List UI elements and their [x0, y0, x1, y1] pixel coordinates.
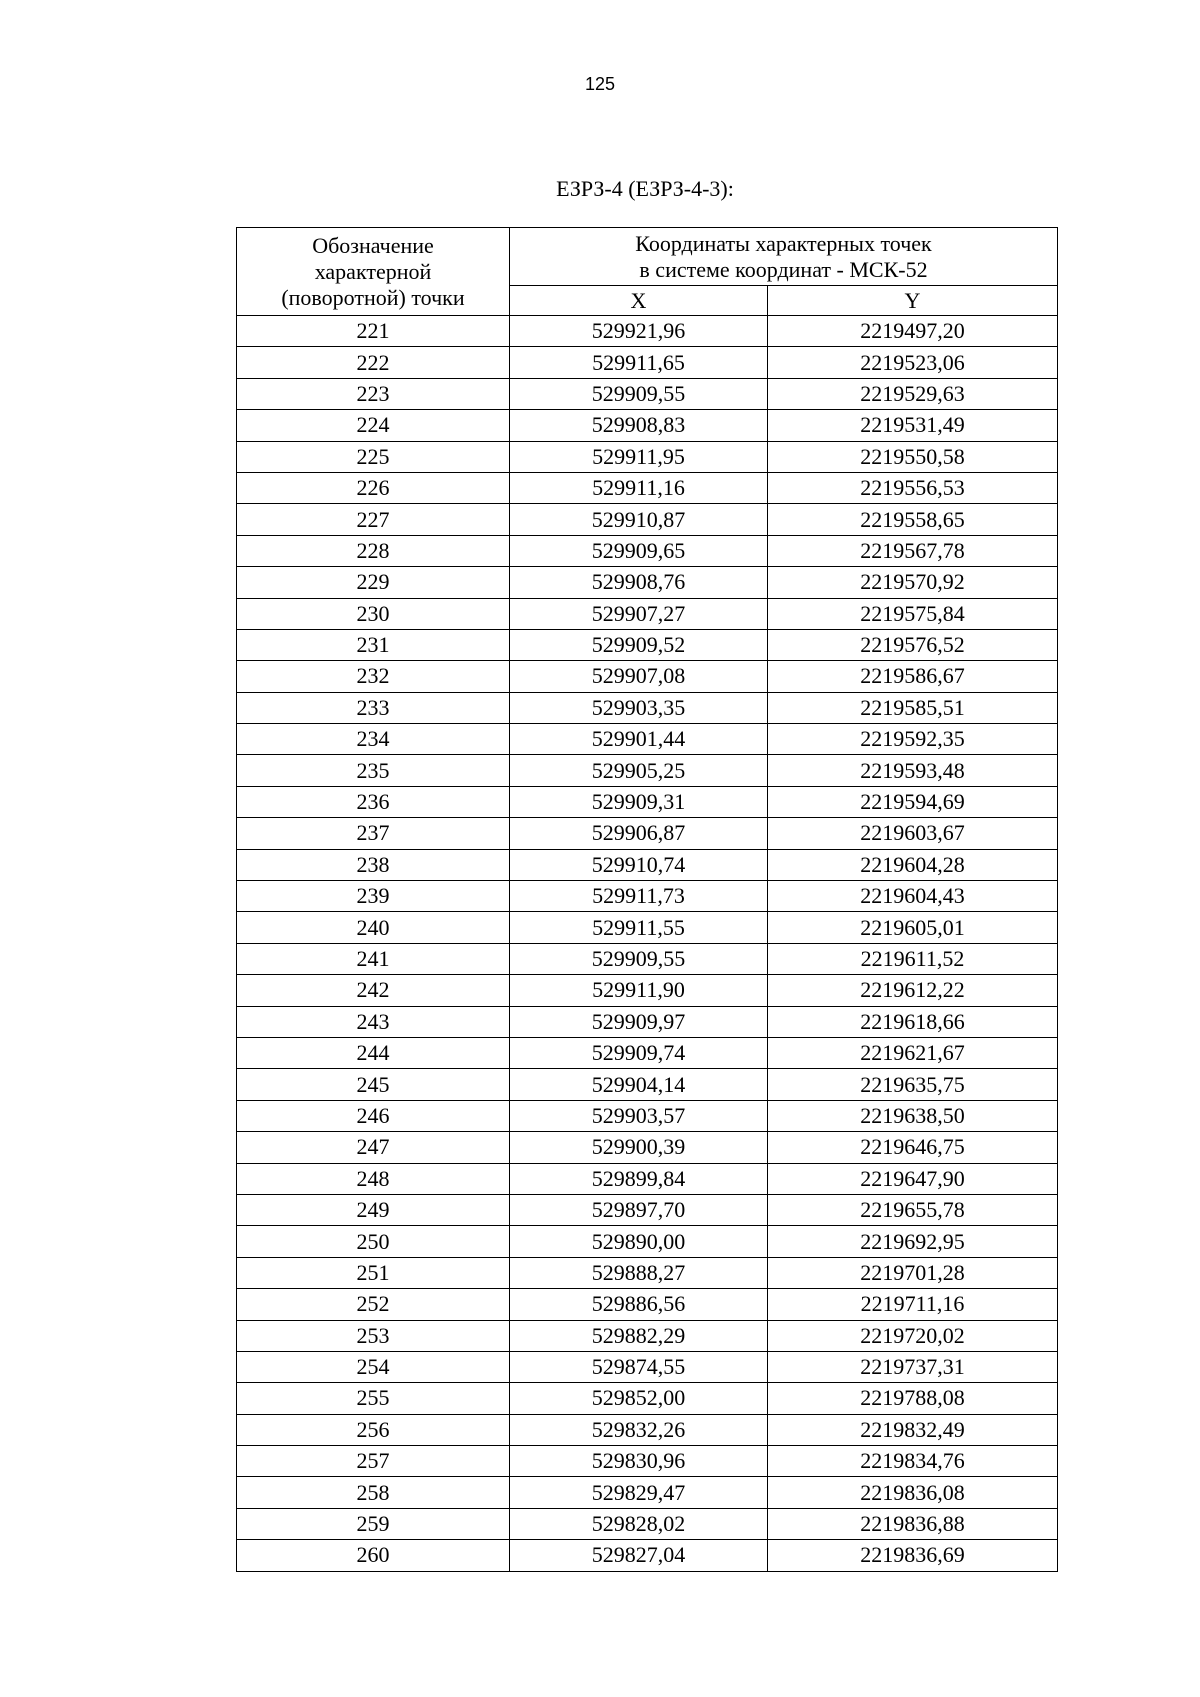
y-coordinate-cell: 2219737,31 [768, 1351, 1058, 1382]
x-coordinate-cell: 529910,74 [510, 849, 768, 880]
table-row [237, 441, 1058, 472]
table-row [237, 912, 1058, 943]
table-row [237, 1477, 1058, 1508]
x-coordinate-cell: 529903,35 [510, 692, 768, 723]
point-number-cell: 228 [237, 535, 510, 566]
x-coordinate-cell: 529911,16 [510, 472, 768, 503]
x-coordinate-cell: 529908,83 [510, 410, 768, 441]
table-row [237, 1132, 1058, 1163]
y-coordinate-cell: 2219556,53 [768, 472, 1058, 503]
y-coordinate-cell: 2219604,28 [768, 849, 1058, 880]
table-row [237, 1163, 1058, 1194]
table-row [237, 1446, 1058, 1477]
point-number-cell: 246 [237, 1100, 510, 1131]
x-coordinate-cell: 529921,96 [510, 316, 768, 347]
table-row [237, 567, 1058, 598]
table-row [237, 1037, 1058, 1068]
table-row [237, 1100, 1058, 1131]
y-coordinate-cell: 2219529,63 [768, 378, 1058, 409]
point-number-cell: 244 [237, 1037, 510, 1068]
y-coordinate-cell: 2219836,69 [768, 1540, 1058, 1571]
table-row [237, 755, 1058, 786]
point-number-cell: 247 [237, 1132, 510, 1163]
point-number-cell: 258 [237, 1477, 510, 1508]
y-coordinate-cell: 2219575,84 [768, 598, 1058, 629]
table-row [237, 378, 1058, 409]
x-coordinate-cell: 529909,55 [510, 378, 768, 409]
x-coordinate-cell: 529906,87 [510, 818, 768, 849]
header-point-line: (поворотной) точки [281, 284, 465, 310]
table-row [237, 1383, 1058, 1414]
point-number-cell: 243 [237, 1006, 510, 1037]
table-row [237, 1540, 1058, 1571]
y-coordinate-cell: 2219604,43 [768, 881, 1058, 912]
x-coordinate-cell: 529888,27 [510, 1257, 768, 1288]
point-number-cell: 259 [237, 1508, 510, 1539]
header-coords-line: в системе координат - МСК-52 [639, 256, 928, 282]
x-coordinate-cell: 529910,87 [510, 504, 768, 535]
y-coordinate-cell: 2219701,28 [768, 1257, 1058, 1288]
x-coordinate-cell: 529911,73 [510, 881, 768, 912]
x-coordinate-cell: 529909,31 [510, 786, 768, 817]
header-coords-line: Координаты характерных точек [635, 230, 932, 256]
point-number-cell: 222 [237, 347, 510, 378]
point-number-cell: 248 [237, 1163, 510, 1194]
table-row [237, 598, 1058, 629]
point-number-cell: 227 [237, 504, 510, 535]
x-coordinate-cell: 529909,65 [510, 535, 768, 566]
x-coordinate-cell: 529911,65 [510, 347, 768, 378]
y-coordinate-cell: 2219832,49 [768, 1414, 1058, 1445]
y-coordinate-cell: 2219834,76 [768, 1446, 1058, 1477]
y-coordinate-cell: 2219612,22 [768, 975, 1058, 1006]
table-row [237, 849, 1058, 880]
table-row [237, 1006, 1058, 1037]
table-row [237, 724, 1058, 755]
y-coordinate-cell: 2219618,66 [768, 1006, 1058, 1037]
point-number-cell: 245 [237, 1069, 510, 1100]
table-body [237, 316, 1058, 1572]
table-row [237, 1320, 1058, 1351]
x-coordinate-cell: 529907,08 [510, 661, 768, 692]
point-number-cell: 232 [237, 661, 510, 692]
point-number-cell: 240 [237, 912, 510, 943]
table-row [237, 347, 1058, 378]
x-coordinate-cell: 529911,55 [510, 912, 768, 943]
y-coordinate-cell: 2219531,49 [768, 410, 1058, 441]
zone-title: ЕЗРЗ-4 (ЕЗРЗ-4-3): [556, 176, 734, 201]
point-number-cell: 223 [237, 378, 510, 409]
y-coordinate-cell: 2219585,51 [768, 692, 1058, 723]
table-row [237, 818, 1058, 849]
y-coordinate-cell: 2219550,58 [768, 441, 1058, 472]
y-coordinate-cell: 2219788,08 [768, 1383, 1058, 1414]
x-coordinate-cell: 529830,96 [510, 1446, 768, 1477]
x-coordinate-cell: 529900,39 [510, 1132, 768, 1163]
point-number-cell: 241 [237, 943, 510, 974]
point-number-cell: 231 [237, 629, 510, 660]
point-number-cell: 250 [237, 1226, 510, 1257]
point-number-cell: 260 [237, 1540, 510, 1571]
table-row [237, 504, 1058, 535]
point-number-cell: 221 [237, 316, 510, 347]
header-point-line: характерной [314, 258, 432, 284]
point-number-cell: 242 [237, 975, 510, 1006]
point-number-cell: 256 [237, 1414, 510, 1445]
table-row [237, 1508, 1058, 1539]
header-coordinates [510, 228, 1058, 286]
table-row [237, 975, 1058, 1006]
x-coordinate-cell: 529909,74 [510, 1037, 768, 1068]
y-coordinate-cell: 2219647,90 [768, 1163, 1058, 1194]
y-coordinate-cell: 2219711,16 [768, 1289, 1058, 1320]
y-coordinate-cell: 2219635,75 [768, 1069, 1058, 1100]
table-row [237, 410, 1058, 441]
y-coordinate-cell: 2219655,78 [768, 1194, 1058, 1225]
table-row [237, 1289, 1058, 1320]
y-coordinate-cell: 2219638,50 [768, 1100, 1058, 1131]
x-coordinate-cell: 529901,44 [510, 724, 768, 755]
x-coordinate-cell: 529897,70 [510, 1194, 768, 1225]
y-coordinate-cell: 2219523,06 [768, 347, 1058, 378]
table-row [237, 692, 1058, 723]
y-coordinate-cell: 2219594,69 [768, 786, 1058, 817]
table-row [237, 943, 1058, 974]
x-coordinate-cell: 529911,95 [510, 441, 768, 472]
y-coordinate-cell: 2219593,48 [768, 755, 1058, 786]
x-coordinate-cell: 529903,57 [510, 1100, 768, 1131]
point-number-cell: 249 [237, 1194, 510, 1225]
y-coordinate-cell: 2219586,67 [768, 661, 1058, 692]
x-coordinate-cell: 529905,25 [510, 755, 768, 786]
x-coordinate-cell: 529890,00 [510, 1226, 768, 1257]
x-coordinate-cell: 529882,29 [510, 1320, 768, 1351]
point-number-cell: 224 [237, 410, 510, 441]
point-number-cell: 225 [237, 441, 510, 472]
header-point-line: Обозначение [312, 232, 434, 258]
table-row [237, 661, 1058, 692]
table-row [237, 316, 1058, 347]
header-point-designation [237, 228, 510, 316]
y-coordinate-cell: 2219611,52 [768, 943, 1058, 974]
point-number-cell: 230 [237, 598, 510, 629]
y-coordinate-cell: 2219576,52 [768, 629, 1058, 660]
x-coordinate-cell: 529874,55 [510, 1351, 768, 1382]
header-x: X [510, 286, 768, 316]
y-coordinate-cell: 2219692,95 [768, 1226, 1058, 1257]
y-coordinate-cell: 2219592,35 [768, 724, 1058, 755]
table-row [237, 786, 1058, 817]
point-number-cell: 239 [237, 881, 510, 912]
x-coordinate-cell: 529909,55 [510, 943, 768, 974]
table-row [237, 1226, 1058, 1257]
point-number-cell: 257 [237, 1446, 510, 1477]
y-coordinate-cell: 2219605,01 [768, 912, 1058, 943]
y-coordinate-cell: 2219567,78 [768, 535, 1058, 566]
point-number-cell: 255 [237, 1383, 510, 1414]
y-coordinate-cell: 2219570,92 [768, 567, 1058, 598]
x-coordinate-cell: 529909,52 [510, 629, 768, 660]
x-coordinate-cell: 529852,00 [510, 1383, 768, 1414]
table-row [237, 472, 1058, 503]
y-coordinate-cell: 2219836,08 [768, 1477, 1058, 1508]
point-number-cell: 251 [237, 1257, 510, 1288]
table-row [237, 1257, 1058, 1288]
point-number-cell: 254 [237, 1351, 510, 1382]
x-coordinate-cell: 529904,14 [510, 1069, 768, 1100]
x-coordinate-cell: 529832,26 [510, 1414, 768, 1445]
x-coordinate-cell: 529908,76 [510, 567, 768, 598]
table-row [237, 1194, 1058, 1225]
table-row [237, 535, 1058, 566]
coordinates-table [236, 227, 1058, 1572]
page-number: 125 [584, 74, 616, 94]
y-coordinate-cell: 2219621,67 [768, 1037, 1058, 1068]
y-coordinate-cell: 2219497,20 [768, 316, 1058, 347]
x-coordinate-cell: 529828,02 [510, 1508, 768, 1539]
point-number-cell: 252 [237, 1289, 510, 1320]
point-number-cell: 234 [237, 724, 510, 755]
point-number-cell: 236 [237, 786, 510, 817]
point-number-cell: 226 [237, 472, 510, 503]
y-coordinate-cell: 2219646,75 [768, 1132, 1058, 1163]
table-row [237, 1069, 1058, 1100]
x-coordinate-cell: 529886,56 [510, 1289, 768, 1320]
x-coordinate-cell: 529907,27 [510, 598, 768, 629]
x-coordinate-cell: 529911,90 [510, 975, 768, 1006]
x-coordinate-cell: 529909,97 [510, 1006, 768, 1037]
y-coordinate-cell: 2219558,65 [768, 504, 1058, 535]
point-number-cell: 253 [237, 1320, 510, 1351]
table-row [237, 1414, 1058, 1445]
point-number-cell: 235 [237, 755, 510, 786]
y-coordinate-cell: 2219720,02 [768, 1320, 1058, 1351]
table-row [237, 629, 1058, 660]
point-number-cell: 229 [237, 567, 510, 598]
x-coordinate-cell: 529829,47 [510, 1477, 768, 1508]
point-number-cell: 238 [237, 849, 510, 880]
y-coordinate-cell: 2219603,67 [768, 818, 1058, 849]
header-y: Y [768, 286, 1058, 316]
table-row [237, 1351, 1058, 1382]
x-coordinate-cell: 529899,84 [510, 1163, 768, 1194]
point-number-cell: 233 [237, 692, 510, 723]
y-coordinate-cell: 2219836,88 [768, 1508, 1058, 1539]
point-number-cell: 237 [237, 818, 510, 849]
x-coordinate-cell: 529827,04 [510, 1540, 768, 1571]
table-row [237, 881, 1058, 912]
